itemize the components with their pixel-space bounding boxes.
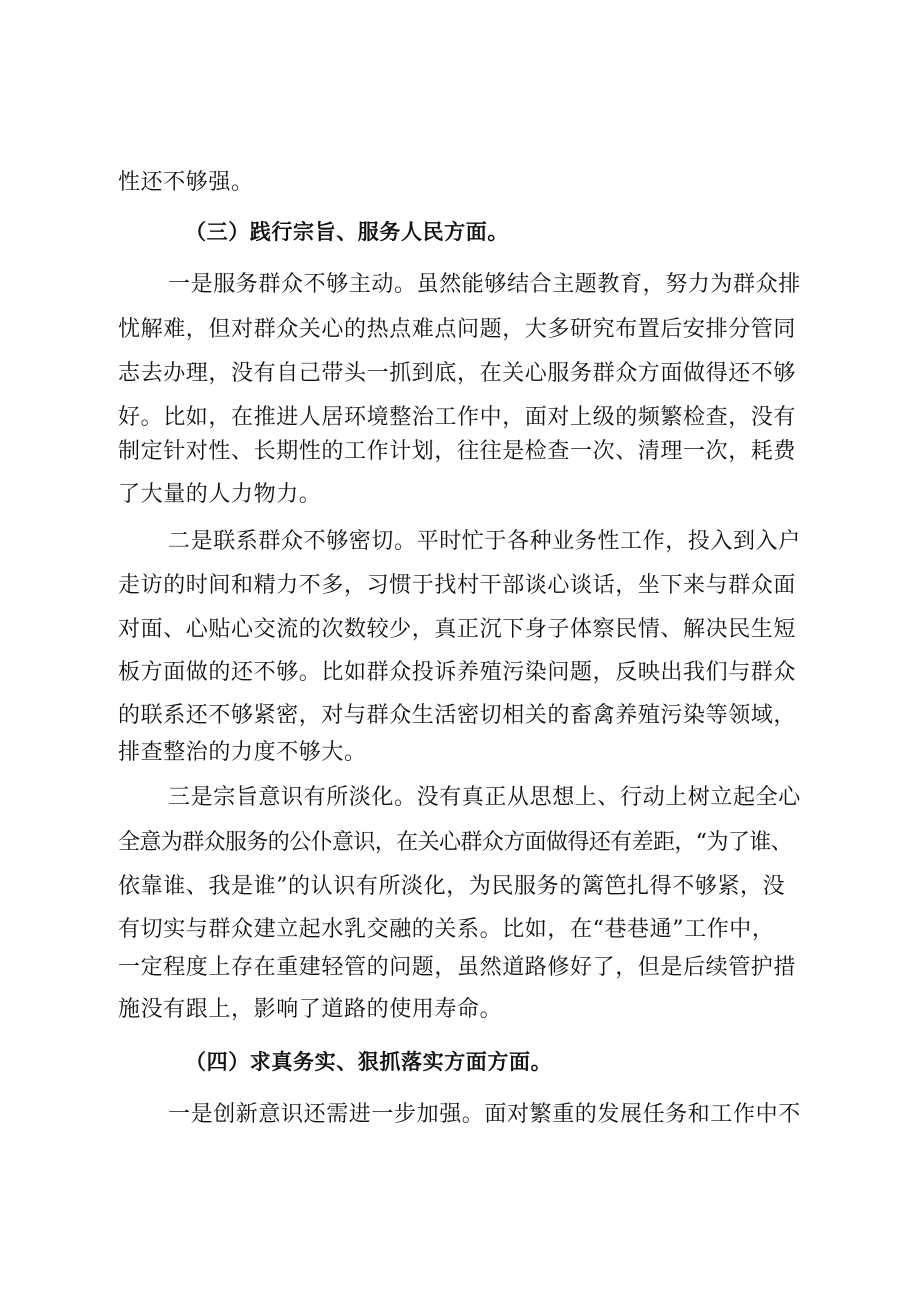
paragraph-line: 板方面做的还不够。比如群众投诉养殖污染问题，反映出我们与群众 bbox=[118, 660, 797, 685]
paragraph-line: 施没有跟上，影响了道路的使用寿命。 bbox=[118, 997, 503, 1022]
paragraph-line: 了大量的人力物力。 bbox=[118, 482, 322, 507]
paragraph-line: 走访的时间和精力不多，习惯于找村干部谈心谈话，坐下来与群众面 bbox=[118, 573, 797, 598]
paragraph-line: 的联系还不够紧密，对与群众生活密切相关的畜禽养殖污染等领域， bbox=[118, 703, 797, 728]
paragraph-continuation-line: 性还不够强。 bbox=[118, 170, 254, 195]
section-heading-4: （四）求真务实、狠抓落实方面方面。 bbox=[185, 1050, 553, 1074]
paragraph-line: 二是联系群众不够密切。平时忙于各种业务性工作，投入到入户 bbox=[168, 529, 801, 554]
paragraph-line: 制定针对性、长期性的工作计划，往往是检查一次、清理一次，耗费 bbox=[118, 439, 797, 464]
section-heading-3: （三）践行宗旨、服务人民方面。 bbox=[185, 220, 509, 244]
paragraph-line: 三是宗旨意识有所淡化。没有真正从思想上、行动上树立起全心 bbox=[168, 785, 801, 810]
paragraph-line: 排查整治的力度不够大。 bbox=[118, 740, 367, 765]
paragraph-line: 志去办理，没有自己带头一抓到底，在关心服务群众方面做得还不够 bbox=[118, 361, 797, 386]
paragraph-line: 依靠谁、我是谁”的认识有所淡化，为民服务的篱笆扎得不够紧，没 bbox=[118, 874, 786, 899]
paragraph-line: 一是服务群众不够主动。虽然能够结合主题教育，努力为群众排 bbox=[168, 272, 801, 297]
paragraph-line: 一定程度上存在重建轻管的问题，虽然道路修好了，但是后续管护措 bbox=[118, 955, 797, 980]
paragraph-line: 一是创新意识还需进一步加强。面对繁重的发展任务和工作中不 bbox=[168, 1102, 801, 1127]
paragraph-line: 好。比如，在推进人居环境整治工作中，面对上级的频繁检查，没有 bbox=[118, 405, 797, 430]
paragraph-line: 有切实与群众建立起水乳交融的关系。比如，在“巷巷通”工作中， bbox=[118, 917, 775, 942]
paragraph-line: 忧解难，但对群众关心的热点难点问题，大多研究布置后安排分管同 bbox=[118, 317, 797, 342]
paragraph-line: 全意为群众服务的公仆意识，在关心群众方面做得还有差距，“为了谁、 bbox=[118, 830, 793, 855]
paragraph-line: 对面、心贴心交流的次数较少，真正沉下身子体察民情、解决民生短 bbox=[118, 617, 797, 642]
